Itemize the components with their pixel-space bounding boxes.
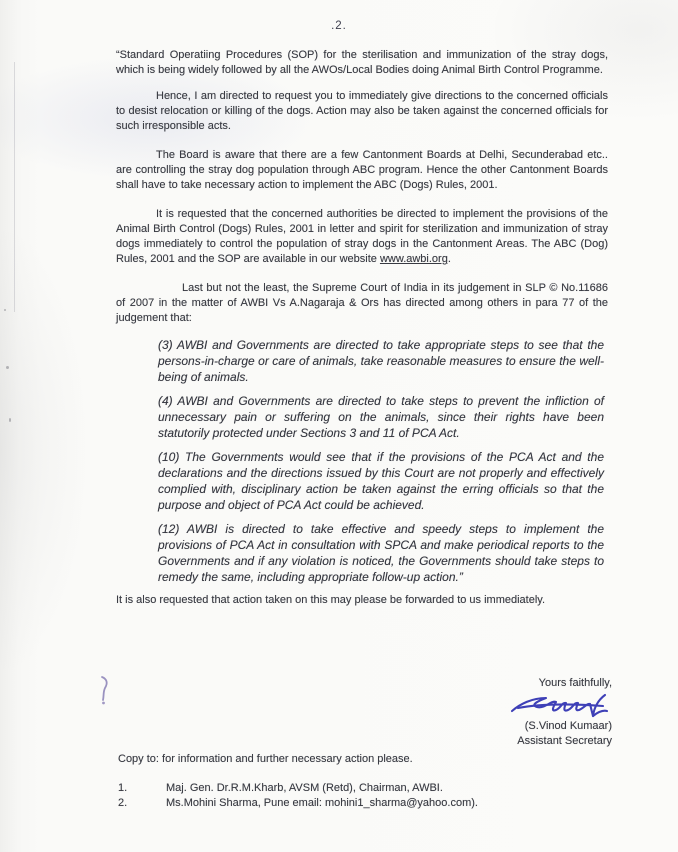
quote-para-4: (4) AWBI and Governments are directed to take steps to prevent the infliction of unnecessary pain or suffering on the animals, since their rights have been statutorily protected under Sections 3 and 11 of PCA Act.	[158, 394, 604, 440]
paragraph-action-taken: It is also requested that action taken on this may please be forwarded to us immediately.	[116, 594, 546, 606]
quote-para-3: (3) AWBI and Governments are directed to take appropriate steps to see that the persons-in-charge or care of animals, take reasonable measures to ensure the well-being of animals.	[158, 338, 604, 384]
paragraph-hence-directions: Hence, I am directed to request you to immediately give directions to the concerned officials to desist relocation or killing of the dogs. Action may also be taken against the concerned officials for such irresponsible acts.	[116, 90, 608, 132]
paragraph-cantonment-boards: The Board is aware that there are a few Cantonment Boards at Delhi, Secunderabad etc.. are controlling the stray dog population through ABC program. Hence the other Cantonment Boards shall have to take necessary action to implement the ABC (Dogs) Rules, 2001.	[116, 149, 608, 191]
copy-item-text: Ms.Mohini Sharma, Pune email: mohini1_sharma@yahoo.com).	[166, 797, 478, 809]
copy-to-block	[118, 752, 588, 811]
copy-to-item	[118, 796, 588, 811]
scan-speck	[6, 366, 9, 369]
copy-item-text: Maj. Gen. Dr.R.M.Kharb, AVSM (Retd), Chairman, AWBI.	[166, 782, 443, 794]
paragraph-abc-rules-website	[116, 207, 608, 267]
page-number: .2.	[331, 20, 347, 32]
scan-speck	[9, 418, 11, 422]
paragraph-sop: “Standard Operatiing Procedures (SOP) for the sterilisation and immunization of the stray dogs, which is being widely followed by all the AWOs/Local Bodies doing Animal Birth Control Programme.	[116, 49, 608, 76]
judgement-quotes	[158, 337, 604, 585]
copy-item-number: 2.	[118, 797, 128, 809]
letter-body	[116, 48, 608, 608]
signature-block	[452, 676, 612, 749]
paragraph-abc-rules-text: It is requested that the concerned authorities be directed to implement the provisions of the Animal Birth Control (Dogs) Rules, 2001 in letter and spirit for sterilization and immunization of stray dogs immediately to control the population of stray dogs in the Cantonment Areas. The ABC (Dog) Rules, 2001 and the SOP are available in our website	[116, 208, 608, 265]
copy-item-number: 1.	[118, 782, 128, 794]
scan-fold-line	[14, 62, 15, 312]
signature-scribble-icon	[510, 689, 610, 719]
quote-para-12: (12) AWBI is directed to take effective and speedy steps to implement the provisions of PCA Act in consultation with SPCA and make periodical reports to the Governments and if any violation is noticed, the Governments should take steps to remedy the same, including appropriate follow-up action.”	[158, 522, 604, 584]
paragraph-abc-rules-suffix: .	[447, 253, 451, 265]
quote-para-10: (10) The Governments would see that if the provisions of the PCA Act and the declarations and the directions issued by this Court are not properly and effectively complied with, disciplinary action be taken against the erring officials so that the purpose and object of PCA Act could be achieved.	[158, 450, 604, 512]
paragraph-supreme-court: Last but not the least, the Supreme Court of India in its judgement in SLP © No.11686 of 2007 in the matter of AWBI Vs A.Nagaraja & Ors has directed among others in para 77 of the judgement that:	[116, 282, 608, 324]
closing-salutation: Yours faithfully,	[538, 677, 612, 689]
pen-mark-icon	[96, 674, 116, 710]
signatory-title: Assistant Secretary	[517, 735, 612, 747]
copy-to-item	[118, 781, 588, 796]
signatory-name: (S.Vinod Kumaar)	[524, 720, 612, 732]
scan-speck	[4, 309, 6, 311]
website-link[interactable]: www.awbi.org	[379, 253, 448, 265]
copy-to-heading: Copy to: for information and further necessary action please.	[118, 753, 413, 765]
